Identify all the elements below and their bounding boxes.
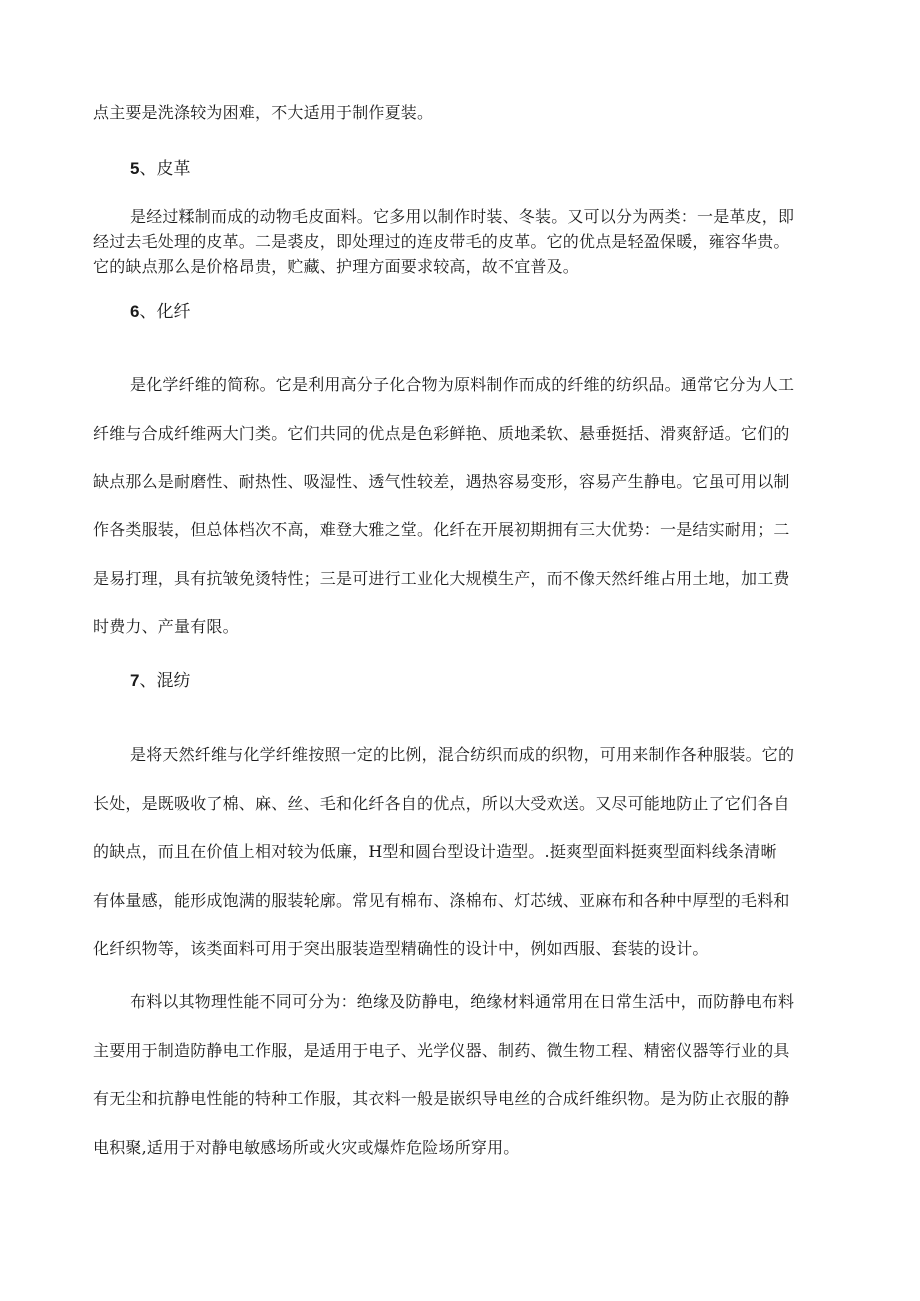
- section-7-title: 、混纺: [139, 671, 191, 691]
- section-5-line: 是经过糅制而成的动物毛皮面料。它多用以制作时装、冬装。又可以分为两类：一是革皮，即: [130, 207, 795, 226]
- section-6-line: 纤维与合成纤维两大门类。它们共同的优点是色彩鲜艳、质地柔软、悬垂挺括、滑爽舒适。它们的: [93, 424, 790, 443]
- section-5-number: 5: [130, 159, 140, 178]
- section-5-line: 经过去毛处理的皮革。二是裘皮，即处理过的连皮带毛的皮革。它的优点是轻盈保暖，雍容华贵。: [93, 232, 790, 251]
- section-7-line: 化纤织物等，该类面料可用于突出服装造型精确性的设计中，例如西服、套装的设计。: [93, 939, 709, 958]
- section-7-line: 的缺点，而且在价值上相对较为低廉，H型和圆台型设计造型。.挺爽型面料挺爽型面料线条清晰: [93, 842, 777, 861]
- section-6-heading: [130, 301, 190, 323]
- section-7-heading: [130, 670, 190, 692]
- section-6-line: 缺点那么是耐磨性、耐热性、吸湿性、透气性较差，遇热容易变形，容易产生静电。它虽可用以制: [93, 472, 790, 491]
- section-6-line: 时费力、产量有限。: [93, 617, 239, 636]
- section-5-heading: [130, 158, 190, 180]
- closing-paragraph-line: 电积聚,适用于对静电敏感场所或火灾或爆炸危险场所穿用。: [93, 1138, 520, 1157]
- section-6-line: 是化学纤维的简称。它是利用高分子化合物为原料制作而成的纤维的纺织品。通常它分为人工: [130, 375, 795, 394]
- section-6-title: 、化纤: [139, 302, 191, 322]
- section-6-line: 是易打理，具有抗皱免烫特性；三是可进行工业化大规模生产，而不像天然纤维占用土地，加工费: [93, 569, 790, 588]
- section-5-title: 、皮革: [139, 159, 191, 179]
- intro-paragraph-line: 点主要是洗涤较为困难，不大适用于制作夏装。: [93, 103, 434, 122]
- section-6-number: 6: [130, 302, 140, 321]
- section-6-line: 作各类服装，但总体档次不高，难登大雅之堂。化纤在开展初期拥有三大优势：一是结实耐用；二: [93, 520, 790, 539]
- section-7-number: 7: [130, 671, 140, 690]
- section-5-line: 它的缺点那么是价格昂贵，贮藏、护理方面要求较高，故不宜普及。: [93, 257, 580, 276]
- closing-paragraph-line: 有无尘和抗静电性能的特种工作服，其衣料一般是嵌织导电丝的合成纤维织物。是为防止衣服的静: [93, 1089, 790, 1108]
- closing-paragraph-line: 主要用于制造防静电工作服，是适用于电子、光学仪器、制药、微生物工程、精密仪器等行业的具: [93, 1041, 790, 1060]
- section-7-line: 有体量感，能形成饱满的服装轮廓。常见有棉布、涤棉布、灯芯绒、亚麻布和各种中厚型的毛料和: [93, 891, 790, 910]
- section-7-line: 是将天然纤维与化学纤维按照一定的比例，混合纺织而成的织物，可用来制作各种服装。它的: [130, 745, 795, 764]
- closing-paragraph-line: 布料以其物理性能不同可分为：绝缘及防静电，绝缘材料通常用在日常生活中，而防静电布料: [130, 992, 795, 1011]
- section-7-line: 长处，是既吸收了棉、麻、丝、毛和化纤各自的优点，所以大受欢送。又尽可能地防止了它们各自: [93, 794, 790, 813]
